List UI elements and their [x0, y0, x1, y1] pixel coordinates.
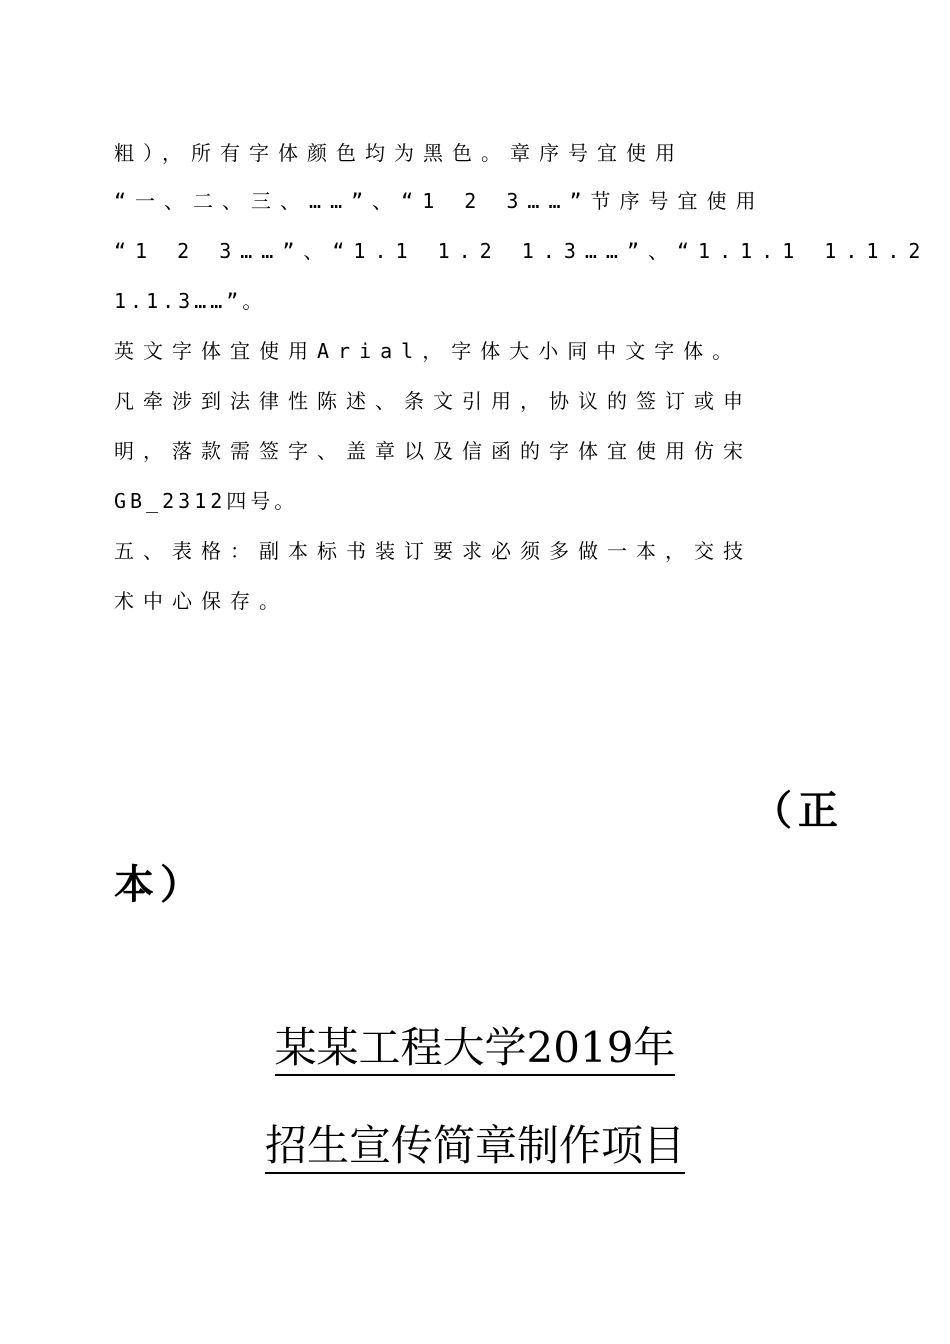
project-title-line1 [0, 1020, 950, 1076]
project-title-line2 [0, 1118, 950, 1174]
body-line: 英文字体宜使用Arial，字体大小同中文字体。 [114, 339, 742, 363]
copy-label-part1: （正 [752, 788, 844, 834]
body-line: 粗），所有字体颜色均为黑色。章序号宜使用 [114, 141, 684, 165]
copy-label-part2: 本） [114, 862, 206, 908]
body-line: “一、二、三、……”、“1 2 3……”节序号宜使用 [114, 189, 765, 213]
body-line: 凡牵涉到法律性陈述、条文引用，协议的签订或申 [114, 389, 752, 413]
project-title-line2-text: 招生宣传简章制作项目 [265, 1121, 685, 1174]
body-line: “1 2 3……”、“1.1 1.2 1.3……”、“1.1.1 1.1.2 [114, 239, 930, 263]
body-line: 五、表格：副本标书装订要求必须多做一本，交技 [114, 539, 752, 563]
project-title-line1-text: 某某工程大学2019年 [275, 1023, 676, 1076]
body-line: 术中心保存。 [114, 589, 288, 613]
body-line: GB_2312四号。 [114, 489, 299, 513]
body-line: 1.1.3……”。 [114, 289, 267, 313]
body-line: 明，落款需签字、盖章以及信函的字体宜使用仿宋 [114, 439, 752, 463]
